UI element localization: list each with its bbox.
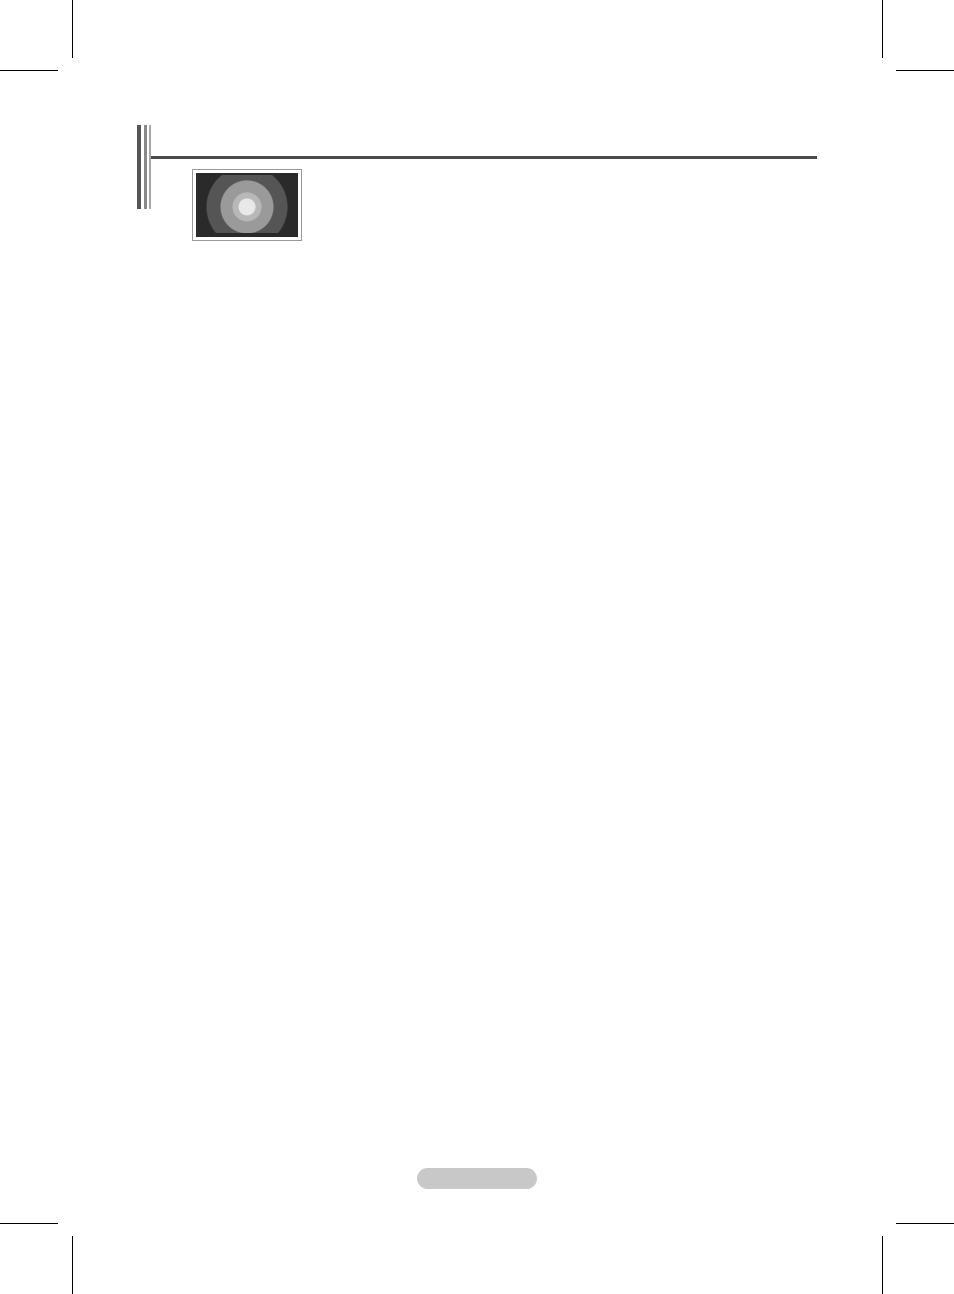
crop-mark <box>0 70 58 71</box>
title-rule <box>151 156 817 159</box>
page-number-badge <box>417 1168 537 1189</box>
crop-mark <box>896 1223 954 1224</box>
flower-screen-image <box>192 169 302 241</box>
image-retention-section <box>165 167 817 245</box>
contact-section <box>165 255 817 272</box>
contact-text <box>165 255 817 272</box>
crop-mark <box>0 1223 58 1224</box>
document-body <box>165 167 817 272</box>
crop-mark <box>896 70 954 71</box>
crop-mark <box>72 0 73 58</box>
crop-mark <box>882 0 883 58</box>
crop-mark <box>72 1236 73 1294</box>
crop-mark <box>882 1236 883 1294</box>
